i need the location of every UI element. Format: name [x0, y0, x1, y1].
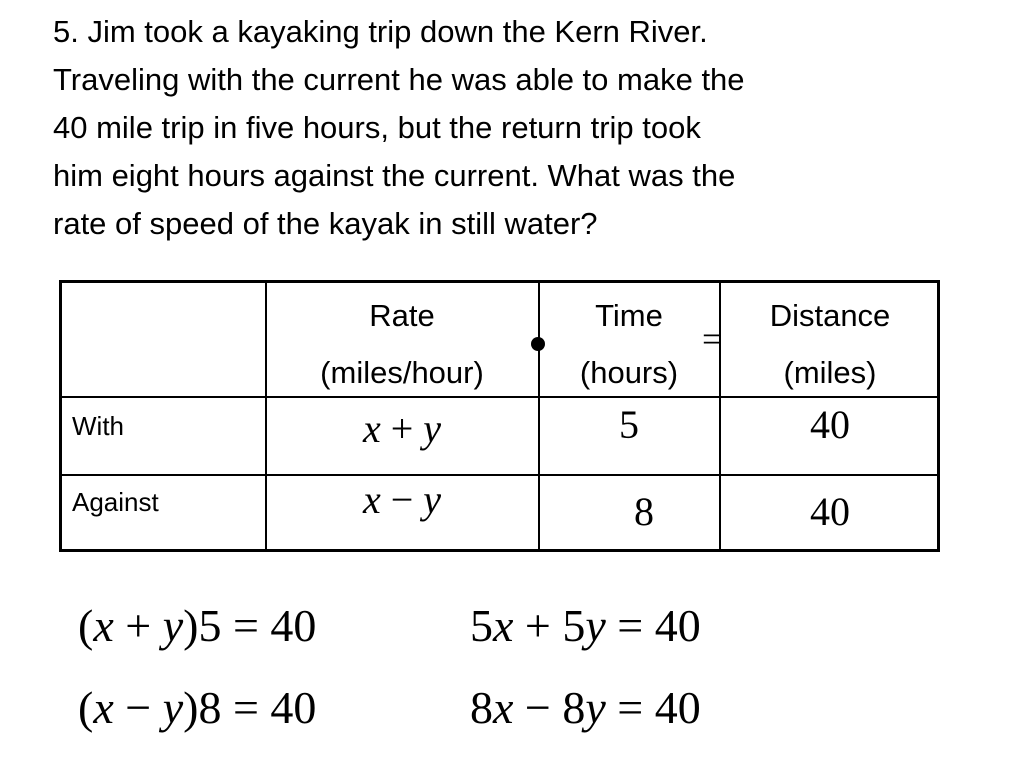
rate-with: x + y — [362, 406, 442, 451]
header-distance — [720, 287, 940, 401]
time-with: 5 — [619, 402, 639, 447]
rate-time-distance-table — [59, 280, 940, 552]
multiply-dot — [531, 337, 545, 351]
header-rate — [266, 287, 538, 401]
rate-against: x − y — [362, 477, 442, 522]
equation-against-right: 8x − 8y = 40 — [470, 682, 701, 733]
problem-statement — [53, 8, 983, 248]
time-against: 8 — [634, 489, 654, 534]
problem-line: rate of speed of the kayak in still water? — [53, 206, 598, 241]
header-rate-title: Rate — [369, 298, 435, 333]
equation-with-left: (x + y)5 = 40 — [78, 600, 317, 651]
header-time-title: Time — [595, 298, 663, 333]
problem-line: 5. Jim took a kayaking trip down the Kern River. — [53, 14, 708, 49]
header-distance-unit: (miles) — [783, 355, 877, 390]
equation-against-left: (x − y)8 = 40 — [78, 682, 317, 733]
row-label-against: Against — [72, 487, 159, 517]
header-rate-unit: (miles/hour) — [320, 355, 484, 390]
problem-line: Traveling with the current he was able to make the — [53, 62, 745, 97]
table-divider — [62, 474, 937, 476]
row-label-with: With — [72, 411, 124, 441]
distance-with: 40 — [810, 402, 850, 447]
distance-against: 40 — [810, 489, 850, 534]
header-time-unit: (hours) — [579, 355, 679, 390]
problem-line: 40 mile trip in five hours, but the return trip took — [53, 110, 701, 145]
header-time — [539, 287, 719, 401]
equation-with-right: 5x + 5y = 40 — [470, 600, 701, 651]
header-distance-title: Distance — [769, 298, 891, 333]
equals-sign: = — [702, 319, 723, 359]
problem-line: him eight hours against the current. What was the — [53, 158, 736, 193]
